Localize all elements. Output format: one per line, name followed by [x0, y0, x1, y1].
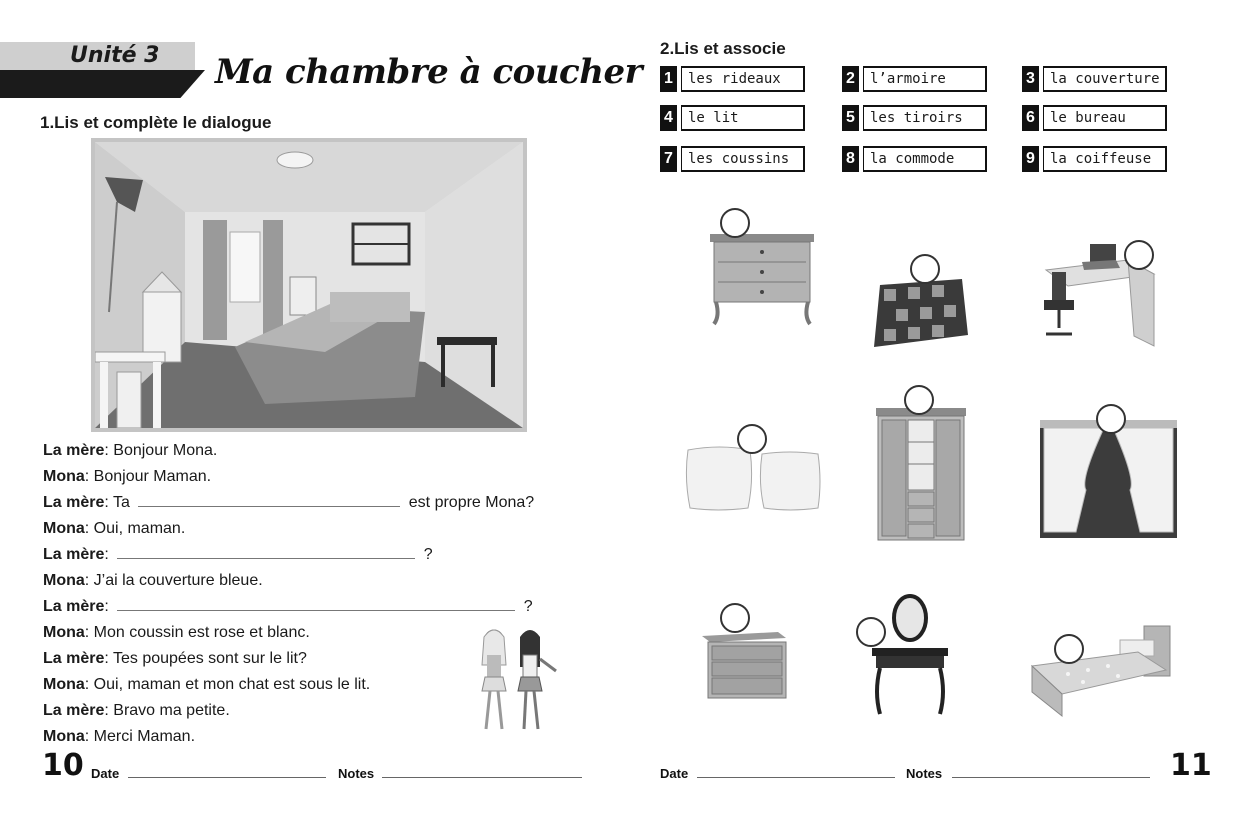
dialogue-line: Mona: Oui, maman. — [43, 520, 186, 537]
chest-of-drawers-image — [706, 228, 818, 328]
vocab-item: 4 le lit — [660, 103, 806, 133]
dialogue-line: La mère: Bravo ma petite. — [43, 702, 230, 719]
vocab-item: 3 la couverture — [1022, 64, 1168, 94]
answer-circle[interactable] — [904, 385, 934, 415]
page-title: Ma chambre à coucher — [215, 52, 643, 92]
answer-circle[interactable] — [737, 424, 767, 454]
answer-circle[interactable] — [1124, 240, 1154, 270]
vocab-item: 9 la coiffeuse — [1022, 144, 1168, 174]
date-line-right[interactable] — [697, 777, 895, 778]
page-number-left: 10 — [42, 748, 84, 783]
notes-label-left: Notes — [338, 766, 375, 781]
answer-blank[interactable] — [117, 597, 515, 611]
answer-circle[interactable] — [720, 208, 750, 238]
bed-image — [1028, 622, 1172, 718]
notes-label-right: Notes — [906, 766, 943, 781]
vocab-item: 6 le bureau — [1022, 103, 1168, 133]
dialogue-line: La mère: ? — [43, 546, 433, 563]
answer-blank[interactable] — [138, 493, 400, 507]
vocab-item: 1 les rideaux — [660, 64, 806, 94]
answer-circle[interactable] — [910, 254, 940, 284]
vocab-item: 2 l’armoire — [842, 64, 988, 94]
vocab-item: 7 les coussins — [660, 144, 806, 174]
notes-line-left[interactable] — [382, 777, 582, 778]
curtains-image — [1040, 420, 1177, 538]
dolls-image — [468, 625, 564, 735]
dialogue-line: Mona: Oui, maman et mon chat est sous le lit. — [43, 676, 371, 693]
notes-line-right[interactable] — [952, 777, 1150, 778]
date-label-right: Date — [660, 766, 689, 781]
vocab-item: 8 la commode — [842, 144, 988, 174]
section-2-title: 2.Lis et associe — [660, 39, 786, 58]
dialogue-line: Mona: Bonjour Maman. — [43, 468, 212, 485]
drawers-image — [698, 628, 790, 700]
dressing-table-image — [868, 592, 952, 716]
blanket-image — [870, 275, 970, 351]
dialogue-line: La mère: Ta est propre Mona? — [43, 494, 535, 511]
dialogue-line: La mère: ? — [43, 598, 533, 615]
bedroom-photo — [91, 138, 527, 432]
date-line-left[interactable] — [128, 777, 326, 778]
page-number-right: 11 — [1170, 748, 1212, 783]
date-label-left: Date — [91, 766, 120, 781]
dialogue-line: La mère: Bonjour Mona. — [43, 442, 218, 459]
vocab-item: 5 les tiroirs — [842, 103, 988, 133]
unit-label: Unité 3 — [70, 43, 160, 68]
answer-circle[interactable] — [1054, 634, 1084, 664]
dialogue-line: Mona: Mon coussin est rose et blanc. — [43, 624, 310, 641]
dialogue-line: La mère: Tes poupées sont sur le lit? — [43, 650, 307, 667]
section-1-title: 1.Lis et complète le dialogue — [40, 113, 272, 132]
answer-blank[interactable] — [117, 545, 415, 559]
answer-circle[interactable] — [1096, 404, 1126, 434]
dialogue-line: Mona: Merci Maman. — [43, 728, 196, 745]
wardrobe-image — [874, 406, 968, 544]
answer-circle[interactable] — [856, 617, 886, 647]
answer-circle[interactable] — [720, 603, 750, 633]
dialogue-line: Mona: J’ai la couverture bleue. — [43, 572, 263, 589]
